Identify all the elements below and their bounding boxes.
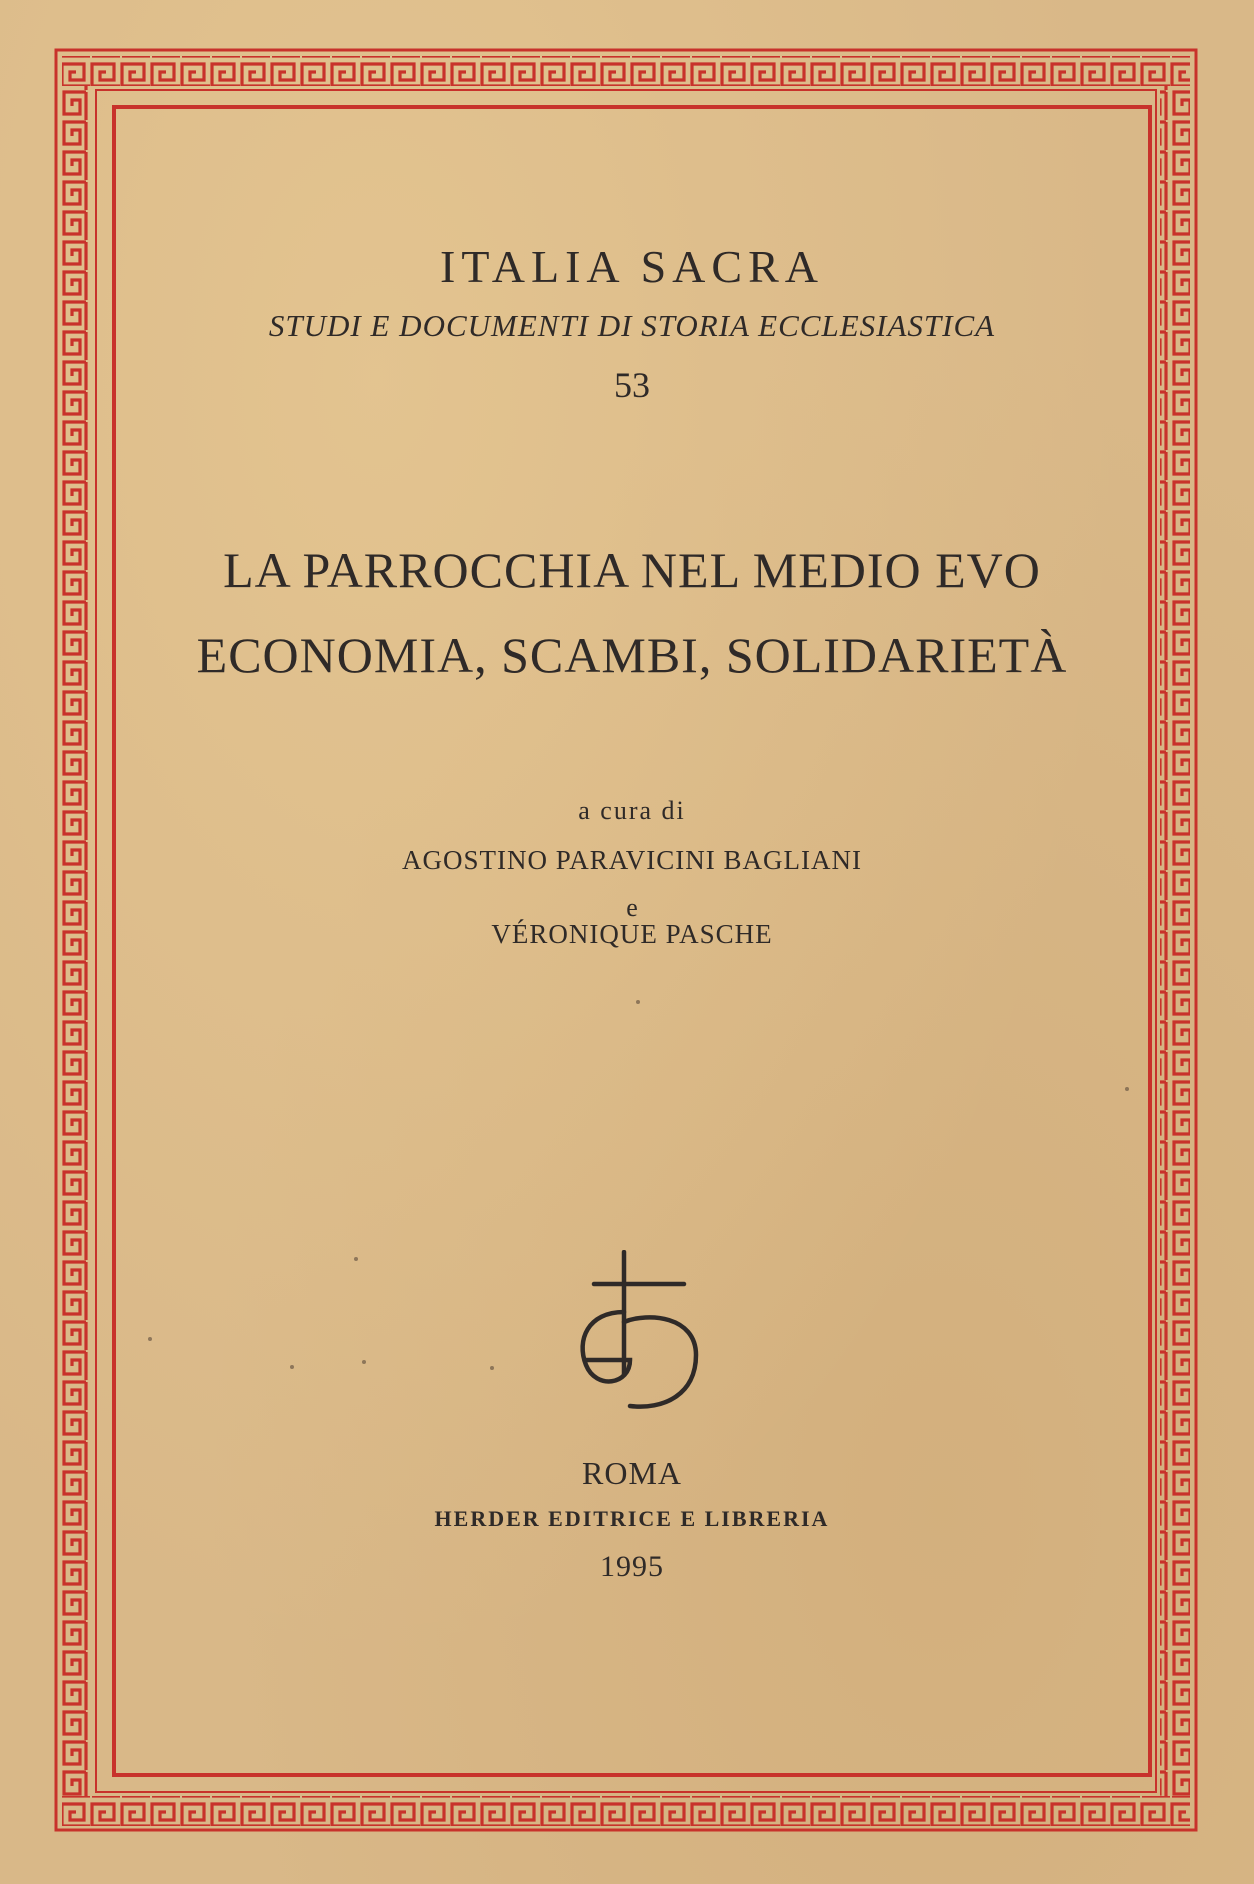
herder-monogram-icon: [568, 1250, 708, 1415]
paper-speck: [636, 1000, 640, 1004]
paper-speck: [1125, 1087, 1129, 1091]
imprint-year: 1995: [600, 1550, 664, 1583]
imprint-publisher: HERDER EDITRICE E LIBRERIA: [434, 1506, 830, 1531]
series-number: 53: [614, 365, 650, 405]
editors-conjunction: e: [626, 893, 638, 922]
editor-name-2: VÉRONIQUE PASCHE: [491, 919, 773, 949]
editor-name-1: AGOSTINO PARAVICINI BAGLIANI: [401, 845, 862, 875]
series-subtitle: STUDI E DOCUMENTI DI STORIA ECCLESIASTICA: [268, 308, 996, 343]
paper-speck: [290, 1365, 294, 1369]
series-title: ITALIA SACRA: [440, 241, 824, 292]
imprint-place: ROMA: [581, 1455, 682, 1491]
paper-speck: [148, 1337, 152, 1341]
paper-speck: [362, 1360, 366, 1364]
book-subtitle: ECONOMIA, SCAMBI, SOLIDARIETÀ: [196, 627, 1068, 683]
paper-speck: [354, 1257, 358, 1261]
paper-speck: [490, 1366, 494, 1370]
book-title: LA PARROCCHIA NEL MEDIO EVO: [223, 542, 1041, 598]
editors-intro: a cura di: [578, 796, 686, 825]
